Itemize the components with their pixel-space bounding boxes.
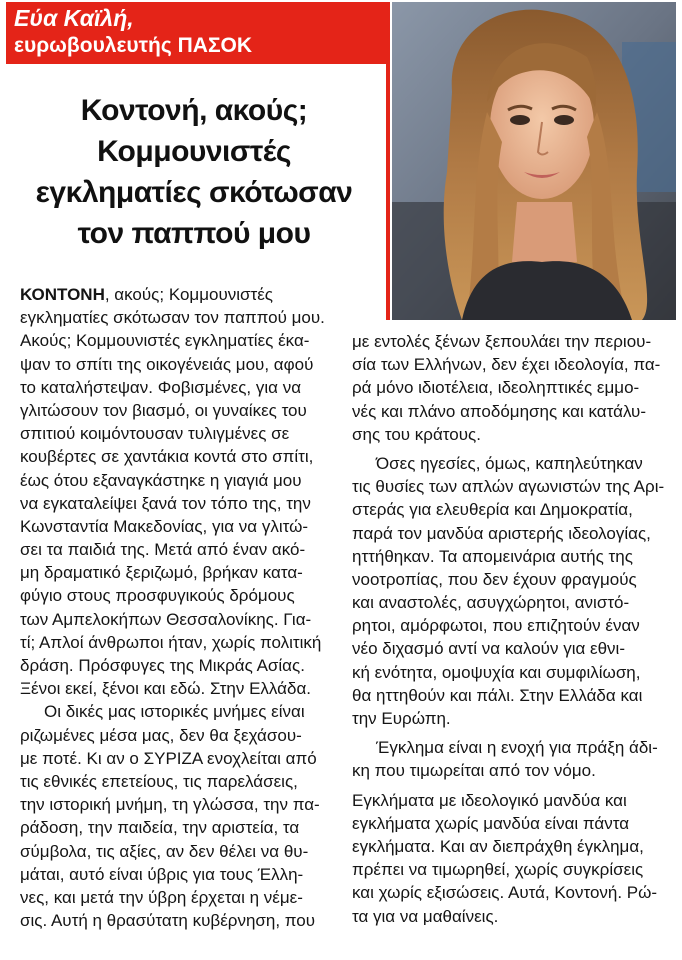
- text-line: σης του κράτους.: [352, 424, 481, 444]
- text-line: σία των Ελλήνων, δεν έχει ιδεολογία, πα-: [352, 355, 661, 375]
- text-line: Ακούς; Κομμουνιστές εγκληματίες έκα-: [20, 331, 310, 351]
- text-line: τις εθνικές επετείους, τις παρελάσεις,: [20, 771, 298, 791]
- text-line: θα ηττηθούν και πάλι. Στην Ελλάδα και: [352, 685, 643, 705]
- text-line: φύγιο στους προσφυγικούς δρόμους: [20, 586, 295, 606]
- text-line: σις. Αυτή η θρασύτατη κυβέρνηση, που: [20, 911, 316, 931]
- text-line: ρά μόνο ιδιοτέλεια, ιδεοληπτικές εμμο-: [352, 378, 640, 398]
- text-line: σύμβολα, τις αξίες, αν δεν θέλει να θυ-: [20, 841, 309, 861]
- text-line: ψαν το σπίτι της οικογένειάς μου, αφού: [20, 354, 314, 374]
- text-line: το καταλήστεψαν. Φοβισμένες, για να: [20, 377, 302, 397]
- text-line: μάται, αυτό είναι ύβρις για τους Έλλη-: [20, 864, 304, 884]
- text-line: νέο διχασμό αντί να καλούν για εθνι-: [352, 639, 625, 659]
- text-line: και χωρίς εξισώσεις. Αυτά, Κοντονή. Ρώ-: [352, 883, 658, 903]
- text-line: τις θυσίες των απλών αγωνιστών της Αρι-: [352, 477, 665, 497]
- text-line: ριζωμένες μέσα μας, δεν θα ξεχάσου-: [20, 725, 302, 745]
- text-line: τί; Απλοί άνθρωποι ήταν, χωρίς πολιτική: [20, 632, 322, 652]
- headline: [14, 90, 374, 254]
- text-line: παρά τον μανδύα αριστερής ιδεολογίας,: [352, 523, 651, 543]
- author-role: ευρωβουλευτής ΠΑΣΟΚ: [14, 34, 253, 57]
- text-line: Εγκλήματα με ιδεολογικό μανδύα και: [352, 790, 627, 810]
- text-line: Έγκλημα είναι η ενοχή για πράξη άδι-: [376, 738, 658, 758]
- text-line: γλιτώσουν τον βιασμό, οι γυναίκες του: [20, 400, 307, 420]
- text-line: έως ότου εξαναγκάστηκε η γιαγιά μου: [20, 470, 302, 490]
- headline-line: Κομμουνιστές: [97, 135, 291, 168]
- text-line: τα για να μαθαίνεις.: [352, 906, 499, 926]
- text-line: κουβέρτες σε χαντάκια κοντά στο σπίτι,: [20, 447, 314, 467]
- text-line: να εγκαταλείψει ξανά τον τόπο της, την: [20, 493, 311, 513]
- text-line: με ποτέ. Κι αν ο ΣΥΡΙΖΑ ενοχλείται από: [20, 748, 317, 768]
- text-line: κή ενότητα, ομοψυχία και συμφιλίωση,: [352, 662, 641, 682]
- text-line: πρέπει να τιμωρηθεί, χωρίς συγκρίσεις: [352, 860, 644, 880]
- text-line: την ιστορική μνήμη, τη γλώσσα, την πα-: [20, 795, 320, 815]
- text-line: [20, 283, 340, 306]
- text-line-rest: , ακούς; Κομμουνιστές: [104, 285, 273, 304]
- text-line: Οι δικές μας ιστορικές μνήμες είναι: [44, 702, 305, 722]
- text-line: με εντολές ξένων ξεπουλάει την περιου-: [352, 332, 652, 351]
- text-line: νες, και μετά την ύβρη έρχεται η νέμε-: [20, 887, 303, 907]
- accent-divider: [386, 2, 390, 320]
- headline-line: τον παππού μου: [77, 217, 311, 250]
- text-line: σπιτιού κοιμόντουσαν τυλιγμένες σε: [20, 424, 290, 444]
- text-line: των Αμπελοκήπων Θεσσαλονίκης. Για-: [20, 609, 312, 629]
- lead-word: ΚΟΝΤΟΝΗ: [20, 285, 105, 304]
- text-line: κη που τιμωρείται από τον νόμο.: [352, 761, 596, 781]
- author-byline: [6, 2, 388, 64]
- text-line: σει τα παιδιά της. Μετά από έναν ακό-: [20, 540, 306, 560]
- text-line: Όσες ηγεσίες, όμως, καπηλεύτηκαν: [376, 453, 643, 473]
- text-line: στεράς για ελευθερία και Δημοκρατία,: [352, 500, 633, 520]
- author-name: Εύα Καϊλή,: [14, 5, 134, 31]
- headline-line: εγκληματίες σκότωσαν: [35, 176, 353, 209]
- text-line: Κωνσταντία Μακεδονίας, για να γλιτώ-: [20, 516, 309, 536]
- text-line: νές και πλάνο αποδόμησης και κατάλυ-: [352, 401, 646, 421]
- text-line: ηττήθηκαν. Τα απομεινάρια αυτής της: [352, 546, 633, 566]
- text-line: ράδοση, την παιδεία, την αριστεία, τα: [20, 818, 300, 838]
- author-photo: [392, 2, 676, 320]
- headline-line: Κοντονή, ακούς;: [80, 94, 308, 127]
- article-column-1: [20, 283, 340, 932]
- text-line: εγκλήματα χωρίς μανδύα είναι πάντα: [352, 813, 630, 833]
- text-line: ρητοι, αμόρφωτοι, που επιζητούν έναν: [352, 616, 640, 636]
- article-column-2: [352, 330, 674, 928]
- text-line: εγκληματίες σκότωσαν τον παππού μου.: [20, 308, 325, 328]
- text-line: και αναστολές, ασυγχώρητοι, ανιστό-: [352, 593, 630, 613]
- text-line: την Ευρώπη.: [352, 709, 451, 728]
- text-line: δράση. Πρόσφυγες της Μικράς Ασίας.: [20, 656, 305, 675]
- text-line: μη δραματικό ξεριζωμό, βρήκαν κατα-: [20, 563, 303, 583]
- text-line: νοοτροπίας, που δεν έχουν φραγμούς: [352, 569, 637, 589]
- text-line: εγκλήματα. Και αν διεπράχθη έγκλημα,: [352, 836, 644, 856]
- portrait-image: [392, 2, 676, 320]
- text-line: Ξένοι εκεί, ξένοι και εδώ. Στην Ελλάδα.: [20, 679, 312, 699]
